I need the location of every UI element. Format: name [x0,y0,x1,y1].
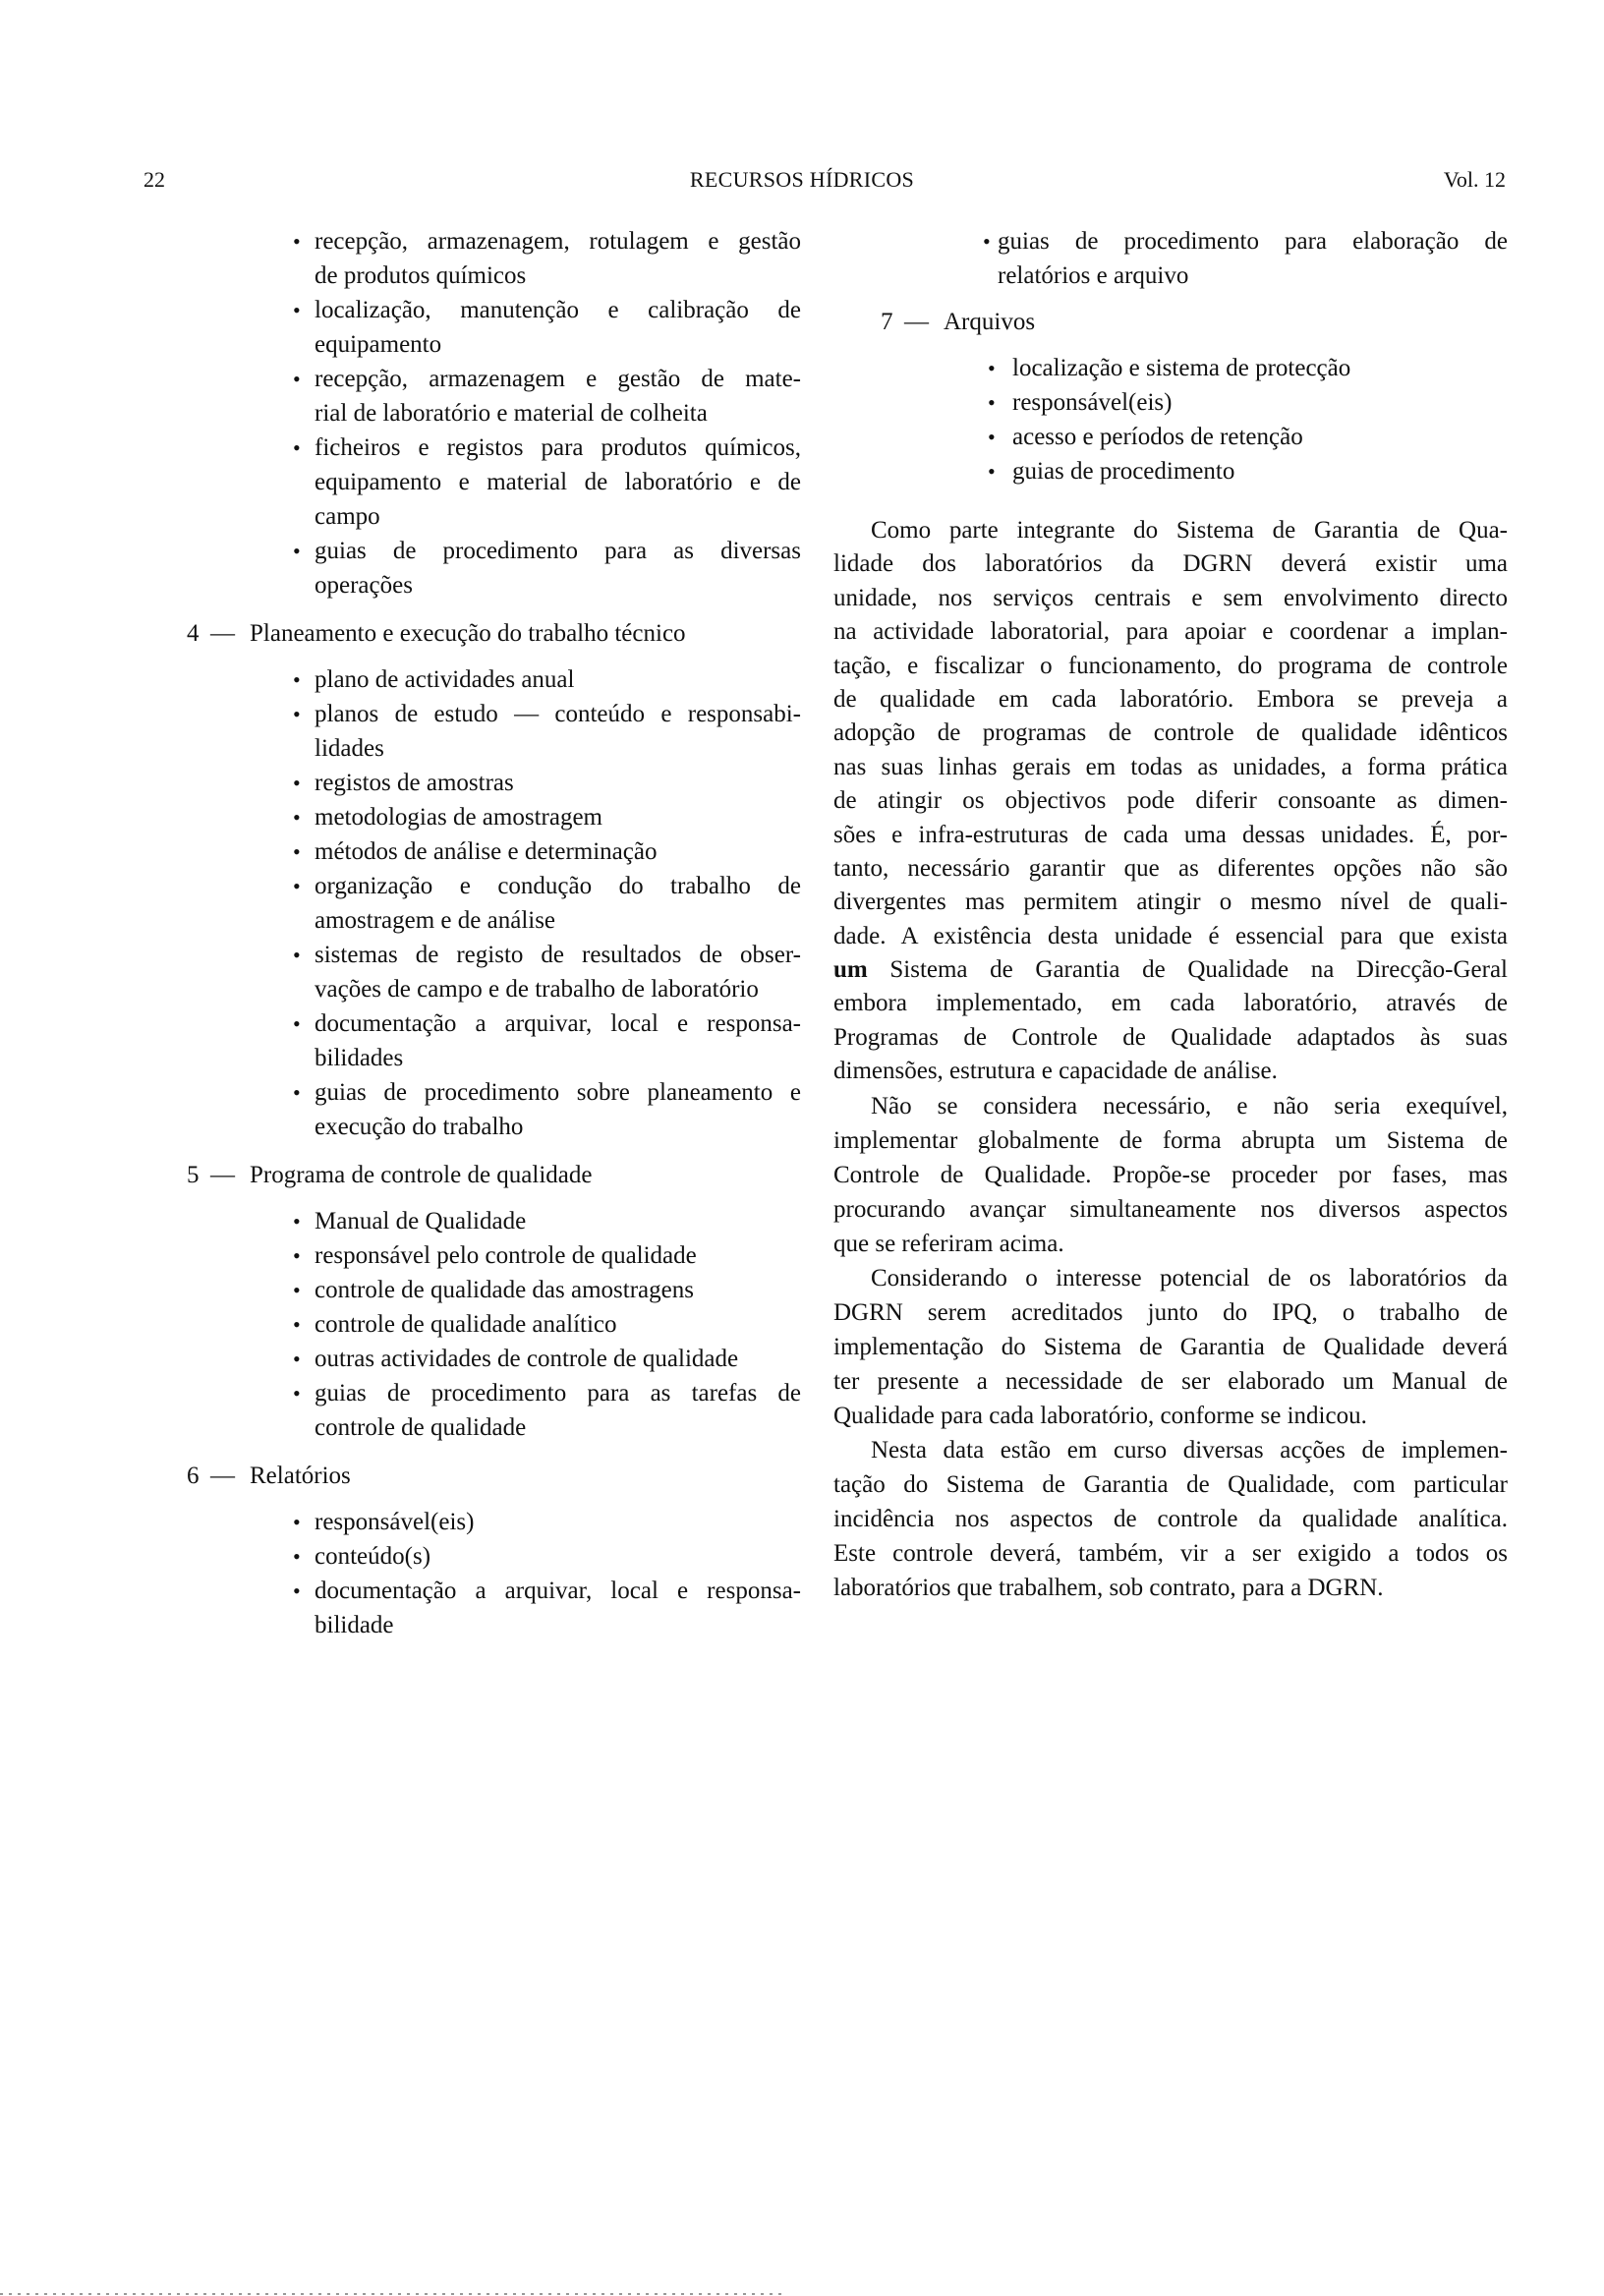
text-line: métodos de análise e determinação [315,838,658,865]
text-line: localização, manutenção e calibração de [315,297,801,323]
paragraph [833,1433,1508,1605]
bullet-icon: • [293,805,301,830]
emphasis-bold: um [833,956,868,984]
bullet-icon: • [293,367,301,391]
section-heading [187,1459,801,1493]
text-line: responsável(eis) [315,1509,475,1535]
text-line: que se referiram acima. [833,1230,1064,1257]
bullet-icon: • [983,229,991,254]
section-number: 7 [881,309,893,335]
text-line: divergentes mas permitem atingir o mesmo nível de quali- [833,889,1508,916]
text-line: acesso e períodos de retenção [1012,424,1303,450]
list-item-text [315,766,801,800]
bullet-icon: • [293,1243,301,1268]
list-item [833,385,1508,420]
list-item-text [315,362,801,430]
text-line: organização e condução do trabalho de [315,873,801,899]
text-line: guias de procedimento para elaboração de [998,228,1508,255]
list-item-text [1012,351,1508,385]
text-line: operações [315,572,413,599]
text-line: Não se considera necessário, e não seria exequível, [871,1092,1508,1119]
list-item [187,662,801,697]
text-line: plano de actividades anual [315,666,575,693]
list-item [187,697,801,766]
text-line: procurando avançar simultaneamente nos diversos aspectos [833,1195,1508,1223]
list-item-text [1012,385,1508,420]
bullet-icon: • [988,425,996,449]
list-item-text [315,1342,801,1376]
list-item [187,224,801,293]
left-sections [187,616,801,1642]
text-line: bilidades [315,1045,404,1071]
bullet-icon: • [988,390,996,415]
text-line [833,953,1508,987]
text-line: planos de estudo — conteúdo e responsabi- [315,701,801,727]
text-line: relatórios e arquivo [998,262,1189,289]
text-line: Nesta data estão em curso diversas acções de implemen- [871,1436,1508,1464]
volume-label: Vol. 12 [1443,167,1506,192]
text-line: embora implementado, em cada laboratório, através de [833,990,1508,1017]
list-item-text [315,430,801,534]
section-bullet-list [187,1505,801,1642]
text-line: vações de campo e de trabalho de laboratório [315,976,759,1003]
list-item [187,869,801,938]
text-line: Controle de Qualidade. Propõe-se proceder por fases, mas [833,1161,1508,1188]
right-column [833,224,1508,1605]
text-line: bilidade [315,1612,394,1638]
text-line: recepção, armazenagem, rotulagem e gestão [315,228,801,255]
list-item-text [315,938,801,1006]
list-item [187,1238,801,1273]
text-line: ficheiros e registos para produtos químicos, [315,434,801,461]
list-item [187,1006,801,1075]
list-item-text [315,1376,801,1445]
list-item [187,430,801,534]
list-item-text [315,1006,801,1075]
bullet-icon: • [293,229,301,254]
text-line: adopção de programas de controle de qualidade idênticos [833,719,1508,747]
text-line: laboratórios que trabalhem, sob contrato, para a DGRN. [833,1574,1384,1601]
bullet-icon: • [293,667,301,692]
text-line: registos de amostras [315,770,514,796]
text-line: guias de procedimento sobre planeamento e [315,1079,801,1106]
em-dash: — [210,1463,235,1489]
text-line: tanto, necessário garantir que as diferentes opções não são [833,854,1508,882]
running-header-title: RECURSOS HÍDRICOS [689,167,915,192]
text-line: sistemas de registo de resultados de obser- [315,942,801,968]
text-line: guias de procedimento para as diversas [315,538,801,564]
text-line: Considerando o interesse potencial de os laboratórios da [871,1264,1508,1292]
scan-edge-artifact [0,2293,786,2295]
bullet-icon: • [293,702,301,726]
text-line: de atingir os objectivos pode diferir consoante as dimen- [833,787,1508,815]
list-item-text [315,1075,801,1144]
text-line: controle de qualidade [315,1414,527,1441]
text-line: equipamento [315,331,442,358]
text-line: de produtos químicos [315,262,527,289]
list-item [187,834,801,869]
text-line: na actividade laboratorial, para apoiar e coordenar a implan- [833,618,1508,646]
text-line: Este controle deverá, também, vir a ser exigido a todos os [833,1539,1508,1567]
text-line: tação do Sistema de Garantia de Qualidade, com particular [833,1470,1508,1498]
list-item-text [315,697,801,766]
list-item-text [315,1273,801,1307]
text-line: de qualidade em cada laboratório. Embora se preveja a [833,685,1508,713]
list-item [187,362,801,430]
section-bullet-list [187,662,801,1144]
text-line: ter presente a necessidade de ser elaborado um Manual de [833,1367,1508,1395]
list-item [187,293,801,362]
text-line: Como parte integrante do Sistema de Garantia de Qua- [871,517,1508,544]
em-dash: — [904,309,929,335]
text-line: responsável(eis) [1012,389,1173,416]
section-heading [187,616,801,651]
list-item-text [315,293,801,362]
bullet-icon: • [293,943,301,967]
text-line: DGRN serem acreditados junto do IPQ, o trabalho de [833,1298,1508,1326]
list-item-text [315,1204,801,1238]
text-line: campo [315,503,380,530]
paragraph [833,1089,1508,1261]
list-item [187,800,801,834]
bullet-icon: • [293,1347,301,1371]
section-heading [833,305,1508,339]
text-line: dade. A existência desta unidade é essencial para que exista [833,922,1508,949]
list-item-text [1012,420,1508,454]
section-title: Arquivos [944,309,1036,335]
bullet-icon: • [293,1312,301,1337]
list-item-text [315,1539,801,1574]
list-item [187,534,801,603]
list-item-text [315,1307,801,1342]
bullet-icon: • [293,1381,301,1406]
text-line: conteúdo(s) [315,1543,431,1570]
page-number: 22 [143,167,165,192]
text-line: rial de laboratório e material de colheita [315,400,708,427]
list-item [187,1505,801,1539]
list-item-text [998,224,1508,293]
right-top-bullet-list [833,224,1508,293]
list-item [833,454,1508,488]
list-item [187,1307,801,1342]
section-title: Relatórios [250,1463,351,1489]
bullet-icon: • [293,1578,301,1603]
list-item-text [315,1574,801,1642]
text-line: tação, e fiscalizar o funcionamento, do programa de controle [833,652,1508,679]
text-line: incidência nos aspectos de controle da qualidade analítica. [833,1505,1508,1532]
section-number: 4 [187,620,200,647]
em-dash: — [210,1162,235,1188]
text-line: implementação do Sistema de Garantia de Qualidade deverá [833,1333,1508,1360]
bullet-icon: • [293,1080,301,1105]
section-title: Planeamento e execução do trabalho técnico [250,620,686,647]
list-item-text [315,1238,801,1273]
text-line: controle de qualidade analítico [315,1311,617,1338]
paragraph [833,514,1508,1089]
text-line: implementar globalmente de forma abrupta um Sistema de [833,1126,1508,1154]
text-line: outras actividades de controle de qualidade [315,1346,739,1372]
text-line: responsável pelo controle de qualidade [315,1242,697,1269]
list-item [833,420,1508,454]
bullet-icon: • [293,298,301,322]
bullet-icon: • [293,874,301,898]
text-line: documentação a arquivar, local e responsa- [315,1010,801,1037]
text-line: nas suas linhas gerais em todas as unidades, a forma prática [833,753,1508,780]
bullet-icon: • [293,435,301,460]
text-line: lidade dos laboratórios da DGRN deverá existir uma [833,550,1508,578]
text-run: Sistema de Garantia de Qualidade na Direcção-Geral [867,956,1508,984]
text-line: execução do trabalho [315,1114,524,1140]
text-line: guias de procedimento para as tarefas de [315,1380,801,1406]
section-7-arquivos [833,305,1508,488]
list-item-text [315,869,801,938]
text-line: localização e sistema de protecção [1012,355,1351,381]
text-line: equipamento e material de laboratório e de [315,469,801,495]
list-item [187,1376,801,1445]
list-item-text [315,1505,801,1539]
bullet-icon: • [293,1544,301,1569]
list-item [187,1342,801,1376]
list-item [187,938,801,1006]
list-item [187,1273,801,1307]
bullet-icon: • [293,771,301,795]
list-item [187,766,801,800]
text-line: recepção, armazenagem e gestão de mate- [315,366,801,392]
text-line: lidades [315,735,384,762]
left-top-bullet-list [187,224,801,603]
list-item [833,351,1508,385]
text-line: controle de qualidade das amostragens [315,1277,694,1303]
list-item-text [315,800,801,834]
bullet-icon: • [293,1278,301,1302]
list-item [187,1075,801,1144]
text-line: Qualidade para cada laboratório, conforme se indicou. [833,1402,1367,1429]
text-line: metodologias de amostragem [315,804,602,831]
list-item [187,1539,801,1574]
bullet-icon: • [988,459,996,484]
bullet-icon: • [293,1510,301,1534]
text-line: Programas de Controle de Qualidade adaptados às suas [833,1023,1508,1051]
paragraph [833,1261,1508,1433]
list-item-text [315,224,801,293]
em-dash: — [210,620,235,647]
bullet-icon: • [293,1209,301,1234]
text-line: dimensões, estrutura e capacidade de análise. [833,1058,1278,1085]
list-item [833,224,1508,293]
section-heading [187,1158,801,1192]
text-line: sões e infra-estruturas de cada uma dessas unidades. É, por- [833,821,1508,848]
section-bullet-list [187,1204,801,1445]
list-item-text [315,662,801,697]
section-number: 5 [187,1162,200,1188]
section-title: Programa de controle de qualidade [250,1162,593,1188]
bullet-icon: • [988,356,996,380]
text-line: unidade, nos serviços centrais e sem envolvimento directo [833,584,1508,611]
text-line: Manual de Qualidade [315,1208,527,1234]
left-column [187,224,801,1642]
list-item-text [1012,454,1508,488]
body-paragraphs [833,514,1508,1605]
bullet-icon: • [293,539,301,563]
text-line: documentação a arquivar, local e responsa- [315,1578,801,1604]
bullet-icon: • [293,1011,301,1036]
list-item [187,1204,801,1238]
text-line: amostragem e de análise [315,907,556,934]
text-line: guias de procedimento [1012,458,1235,485]
bullet-icon: • [293,839,301,864]
list-item-text [315,534,801,603]
section-bullet-list [833,351,1508,488]
list-item-text [315,834,801,869]
section-number: 6 [187,1463,200,1489]
list-item [187,1574,801,1642]
